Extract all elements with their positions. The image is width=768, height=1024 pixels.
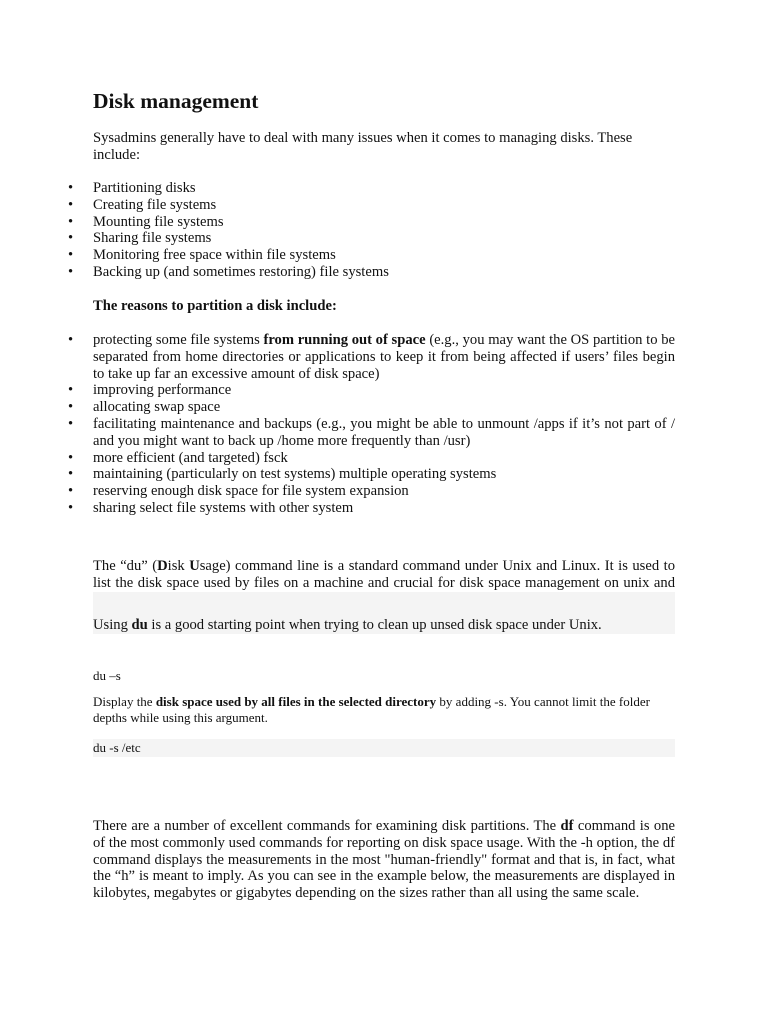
du-paragraph: The “du” (Disk Usage) command line is a standard command under Unix and Linux. It is used to list the disk space used by files on a machine and crucial for disk space management on unix and [93,558,675,591]
bullet-icon: • [68,466,74,483]
bullet-icon: • [68,230,74,247]
list-item: • allocating swap space [68,399,221,416]
list-item: • protecting some file systems from running out of space (e.g., you may want the OS partition to be separated from home directories or applications to keep it from being affected if users’ files begin to take up far an excessive amount of disk space) [68,332,675,382]
bullet-icon: • [68,399,74,416]
list-item: • sharing select file systems with other system [68,499,354,516]
list-item: • Partitioning disks [68,180,196,196]
reasons-list [68,332,675,517]
intro-paragraph: Sysadmins generally have to deal with many issues when it comes to managing disks. These include: [93,130,633,163]
display-paragraph: Display the disk space used by all files in the selected directory by adding -s. You cannot limit the folder depths while using this argument. [93,694,650,725]
bullet-icon: • [68,483,74,500]
list-item: • reserving enough disk space for file system expansion [68,483,409,500]
bullet-icon: • [68,247,74,264]
du-s-command: du –s [93,668,121,683]
bullet-icon: • [68,332,74,348]
list-item: • maintaining (particularly on test systems) multiple operating systems [68,466,497,483]
bullet-icon: • [68,213,74,230]
bullet-icon: • [68,449,74,466]
bullet-icon: • [68,499,74,516]
page-title: Disk management [93,89,259,113]
list-item: • Creating file systems [68,196,217,213]
bullet-icon: • [68,382,74,399]
list-item: • Backing up (and sometimes restoring) file systems [68,263,389,280]
list-item: • facilitating maintenance and backups (e.g., you might be able to unmount /apps if it’s not part of / and you might want to back up /home more frequently than /usr) [68,415,675,449]
list-item: • Monitoring free space within file systems [68,247,336,264]
list-item: • Mounting file systems [68,213,224,230]
reasons-heading: The reasons to partition a disk include: [93,298,337,314]
issues-list [68,180,675,281]
list-item: • more efficient (and targeted) fsck [68,449,288,466]
code-block: du -s /etc [93,739,675,757]
list-item: • improving performance [68,382,232,399]
list-item: • Sharing file systems [68,230,212,247]
using-du-paragraph: Using du is a good starting point when trying to clean up unsed disk space under Unix. [93,617,602,633]
df-paragraph: There are a number of excellent commands for examining disk partitions. The df command is one of the most commonly used commands for reporting on disk space usage. With the -h option, the df command displays the measurements in the most "human-friendly" format and that is, in fact, what the “h” is meant to imply. As you can see in the example below, the measurements are displayed in kilobytes, megabytes or gigabytes depending on the sizes rather than all using the same scale. [93,818,675,902]
bullet-icon: • [68,196,74,213]
bullet-icon: • [68,415,74,432]
bullet-icon: • [68,263,74,280]
bullet-icon: • [68,180,74,196]
